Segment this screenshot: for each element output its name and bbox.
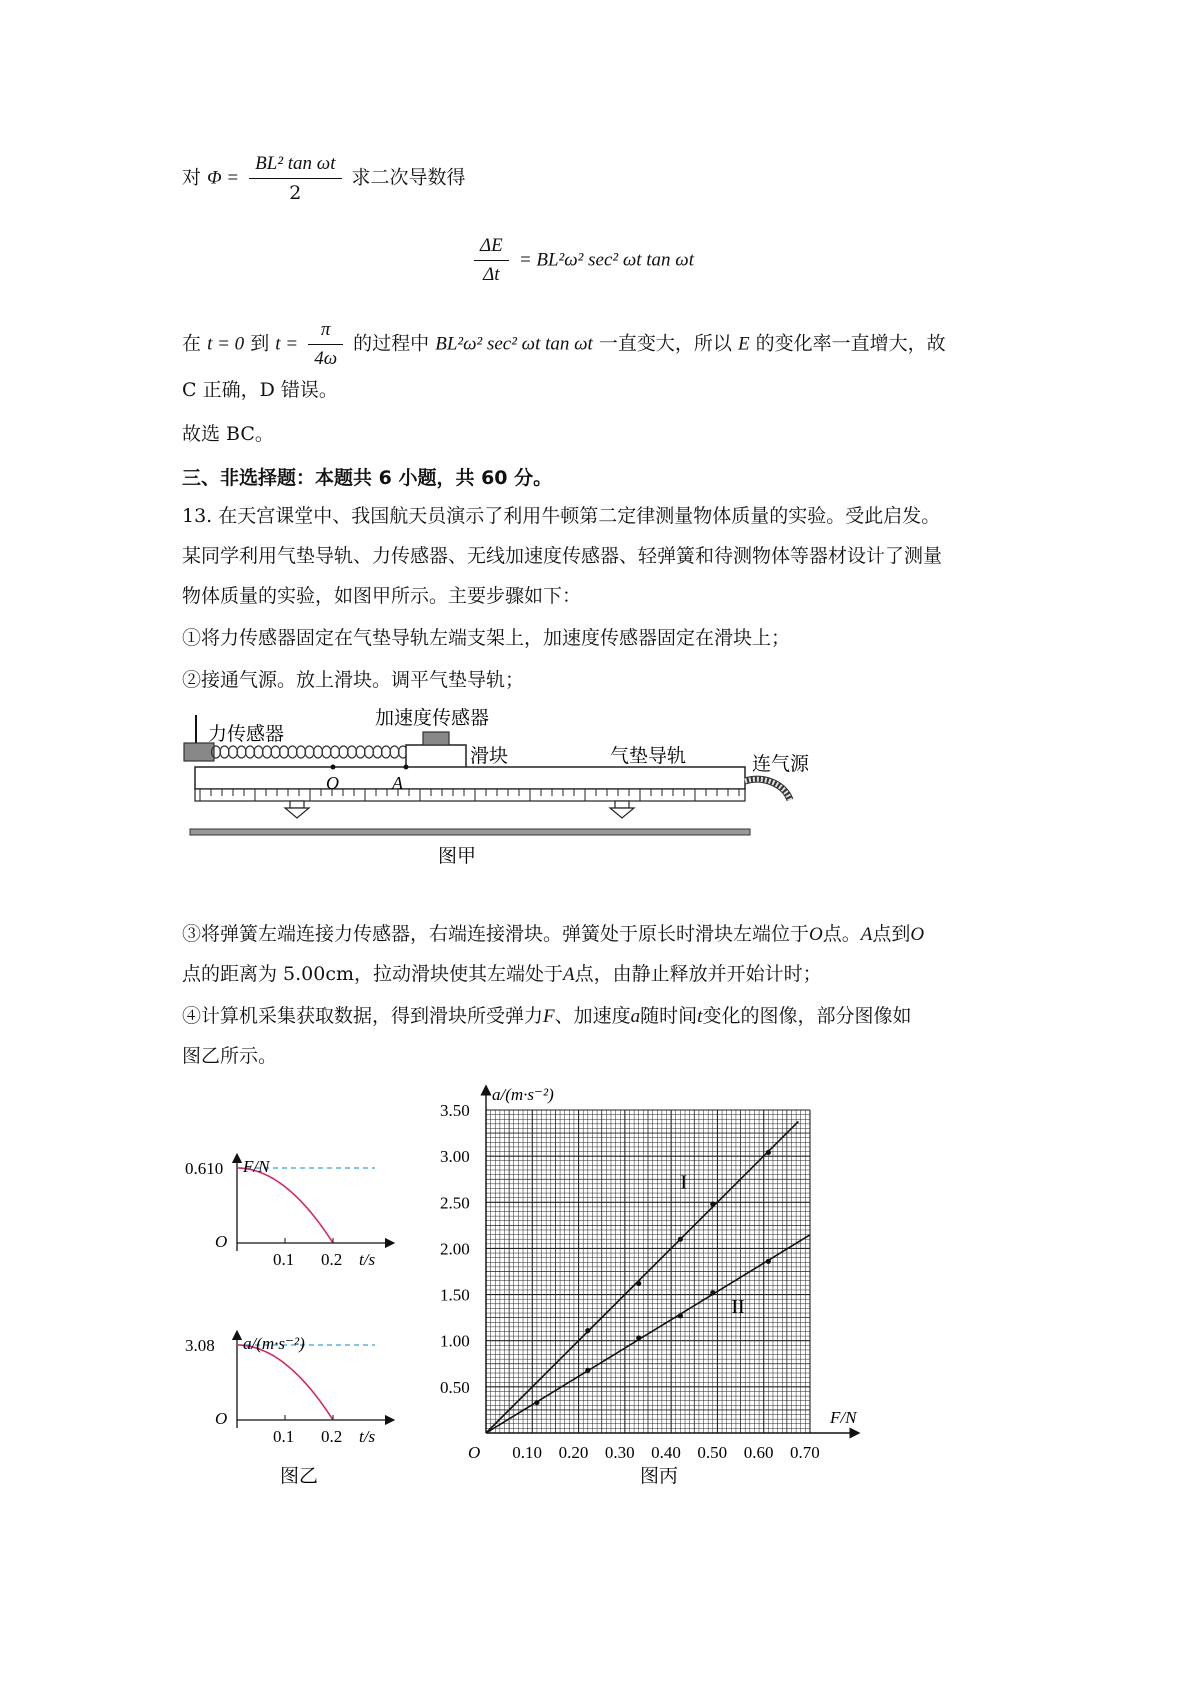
var-E: E bbox=[737, 333, 750, 355]
text: 、加速度 bbox=[554, 1005, 631, 1027]
text: ③将弹簧左端连接力传感器，右端连接滑块。弹簧处于原长时滑块左端位于 bbox=[182, 923, 810, 945]
figure-jia bbox=[180, 695, 810, 870]
spring-coil bbox=[263, 746, 272, 758]
spring-coil bbox=[271, 746, 280, 758]
phi-numerator: BL² tan ωt bbox=[249, 150, 341, 179]
pi-denominator: 4ω bbox=[314, 348, 338, 369]
spring-coil bbox=[297, 746, 306, 758]
spring-coil bbox=[348, 746, 357, 758]
spring-coil bbox=[322, 746, 331, 758]
label-accel-sensor: 加速度传感器 bbox=[375, 708, 490, 729]
y-tick-label: 3.00 bbox=[440, 1147, 470, 1167]
figure-bing bbox=[430, 1075, 890, 1485]
caption-yi: 图乙 bbox=[280, 1466, 319, 1487]
section-heading: 三、非选择题：本题共 6 小题，共 60 分。 bbox=[182, 467, 553, 489]
caption-jia: 图甲 bbox=[438, 846, 477, 867]
pi-fraction bbox=[308, 316, 343, 373]
text: 的变化率一直增大，故 bbox=[755, 332, 946, 355]
x-axis-label: t/s bbox=[359, 1250, 376, 1269]
q13-step-3-line-1 bbox=[182, 922, 924, 947]
text-dui: 对 bbox=[182, 166, 202, 189]
spring-coil bbox=[390, 746, 399, 758]
text: 一直变大，所以 bbox=[598, 332, 732, 355]
spring-coil bbox=[280, 746, 289, 758]
chart-a-vs-t bbox=[185, 1334, 390, 1446]
eq-numerator: ΔE bbox=[474, 232, 509, 261]
x-tick-label: 0.40 bbox=[651, 1443, 681, 1462]
text: 到 bbox=[250, 332, 270, 355]
y-tick-label: 3.08 bbox=[185, 1336, 215, 1355]
label-A: A bbox=[392, 773, 403, 793]
y-tick-label: 3.50 bbox=[440, 1101, 470, 1120]
eq-denominator: Δt bbox=[483, 264, 500, 285]
curve bbox=[237, 1345, 333, 1420]
spring-coil bbox=[356, 746, 365, 758]
q13-step-2: ②接通气源。放上滑块。调平气垫导轨； bbox=[182, 669, 525, 691]
y-tick-label: 2.00 bbox=[440, 1239, 470, 1259]
spring-coil bbox=[382, 746, 391, 758]
solution-line-4: C 正确，D 错误。 bbox=[182, 379, 338, 401]
spring-coil bbox=[314, 746, 323, 758]
spring-coil bbox=[246, 746, 255, 758]
solution-line-5: 故选 BC。 bbox=[182, 423, 274, 445]
equation-dE-dt bbox=[470, 232, 694, 289]
series-label-I: I bbox=[680, 1171, 688, 1194]
data-point-I bbox=[766, 1150, 771, 1155]
text: 点。 bbox=[822, 923, 861, 945]
solution-line-1 bbox=[182, 150, 466, 207]
phi-denominator: 2 bbox=[289, 182, 302, 204]
point-O bbox=[331, 765, 336, 770]
data-point-I bbox=[710, 1202, 715, 1207]
data-point-II bbox=[678, 1313, 683, 1318]
data-point-I bbox=[678, 1237, 683, 1242]
phi-fraction bbox=[249, 150, 341, 207]
fit-line-I bbox=[486, 1121, 798, 1433]
caption-bing: 图丙 bbox=[640, 1466, 679, 1487]
x-tick-label: 0.20 bbox=[558, 1443, 589, 1462]
data-point-I bbox=[585, 1328, 590, 1333]
origin-label: O bbox=[468, 1443, 481, 1462]
t-zero: t = 0 bbox=[207, 333, 245, 355]
spring-coil bbox=[365, 746, 374, 758]
q13-para-1: 13. 在天宫课堂中、我国航天员演示了利用牛顿第二定律测量物体质量的实验。受此启发。 bbox=[182, 505, 941, 527]
label-slider: 滑块 bbox=[470, 746, 509, 767]
figure-yi bbox=[180, 1110, 410, 1490]
spring-coil bbox=[305, 746, 314, 758]
spring-coil bbox=[331, 746, 340, 758]
q13-step-1: ①将力传感器固定在气垫导轨左端支架上，加速度传感器固定在滑块上； bbox=[182, 627, 791, 649]
label-track: 气垫导轨 bbox=[610, 746, 687, 767]
x-tick-label: 0.70 bbox=[790, 1443, 820, 1462]
text: 在 bbox=[182, 332, 202, 355]
data-point-II bbox=[766, 1259, 771, 1264]
accel-sensor-block bbox=[423, 732, 449, 745]
spring-coil bbox=[254, 746, 263, 758]
data-point-I bbox=[636, 1281, 641, 1286]
q13-para-2: 某同学利用气垫导轨、力传感器、无线加速度传感器、轻弹簧和待测物体等器材设计了测量 bbox=[182, 545, 943, 567]
data-point-II bbox=[636, 1335, 641, 1340]
data-point-II bbox=[710, 1290, 715, 1295]
y-tick-label: 0.610 bbox=[185, 1159, 224, 1178]
curve bbox=[237, 1168, 333, 1243]
text: 的过程中 bbox=[353, 332, 430, 355]
x-tick-label: 0.1 bbox=[273, 1250, 295, 1269]
spring-coil bbox=[373, 746, 382, 758]
y-tick-label: 1.50 bbox=[440, 1285, 470, 1305]
spring-coil bbox=[339, 746, 348, 758]
data-point-II bbox=[534, 1400, 539, 1405]
chart-a-vs-F bbox=[440, 1085, 858, 1462]
origin-label: O bbox=[215, 1409, 228, 1428]
var-A: A bbox=[563, 964, 575, 985]
x-axis-label: t/s bbox=[359, 1427, 376, 1446]
text: 点到 bbox=[872, 923, 911, 945]
y-axis-label: a/(m·s⁻²) bbox=[243, 1334, 305, 1353]
y-tick-label: 0.50 bbox=[440, 1377, 470, 1397]
chart-F-vs-t bbox=[185, 1157, 390, 1269]
y-tick-label: 1.00 bbox=[440, 1331, 470, 1351]
spring-coil bbox=[237, 746, 246, 758]
label-air-source: 连气源 bbox=[752, 754, 810, 775]
spring-coil bbox=[288, 746, 297, 758]
var-a: a bbox=[630, 1006, 641, 1027]
force-sensor-block bbox=[184, 743, 214, 761]
label-O: O bbox=[326, 773, 339, 793]
spring-coil bbox=[229, 746, 238, 758]
y-tick-label: 2.50 bbox=[440, 1193, 470, 1213]
text: 点的距离为 5.00cm，拉动滑块使其左端处于 bbox=[182, 963, 564, 985]
t-end: t = bbox=[275, 333, 299, 355]
phi-lhs: Φ = bbox=[207, 167, 240, 189]
q13-step-4-line-2: 图乙所示。 bbox=[182, 1045, 278, 1067]
var-t: t bbox=[697, 1006, 703, 1027]
eq-rhs: = BL²ω² sec² ωt tan ωt bbox=[518, 249, 694, 271]
x-tick-label: 0.2 bbox=[321, 1250, 343, 1269]
x-tick-label: 0.30 bbox=[604, 1443, 635, 1462]
q13-step-3-line-2 bbox=[182, 962, 822, 987]
x-tick-label: 0.10 bbox=[512, 1443, 543, 1462]
series-label-II: II bbox=[731, 1296, 745, 1319]
q13-para-3: 物体质量的实验，如图甲所示。主要步骤如下： bbox=[182, 585, 582, 607]
x-tick-label: 0.60 bbox=[743, 1443, 774, 1462]
expression: BL²ω² sec² ωt tan ωt bbox=[435, 333, 593, 355]
origin-label: O bbox=[215, 1232, 228, 1251]
y-axis-label: F/N bbox=[243, 1157, 270, 1176]
var-A: A bbox=[860, 924, 873, 945]
text: 随时间 bbox=[640, 1005, 698, 1027]
point-A bbox=[404, 765, 409, 770]
text-second-derivative: 求二次导数得 bbox=[351, 166, 466, 189]
dE-dt-fraction bbox=[474, 232, 509, 289]
solution-line-3 bbox=[182, 316, 946, 373]
text: ④计算机采集获取数据，得到滑块所受弹力 bbox=[182, 1005, 544, 1027]
pi-numerator: π bbox=[308, 316, 343, 345]
x-tick-label: 0.1 bbox=[273, 1427, 295, 1446]
text: 变化的图像，部分图像如 bbox=[702, 1005, 912, 1027]
label-force-sensor: 力传感器 bbox=[208, 724, 285, 745]
var-O: O bbox=[809, 924, 823, 945]
data-point-II bbox=[585, 1368, 590, 1373]
x-tick-label: 0.50 bbox=[697, 1443, 728, 1462]
y-axis-label: a/(m·s⁻²) bbox=[492, 1085, 554, 1104]
air-track bbox=[195, 767, 745, 789]
x-tick-label: 0.2 bbox=[321, 1427, 343, 1446]
text: 点，由静止释放并开始计时； bbox=[574, 963, 822, 985]
spring-coil bbox=[220, 746, 229, 758]
q13-step-4-line-1 bbox=[182, 1004, 911, 1029]
var-O: O bbox=[910, 924, 925, 945]
x-axis-label: F/N bbox=[830, 1408, 857, 1427]
var-F: F bbox=[543, 1006, 555, 1027]
